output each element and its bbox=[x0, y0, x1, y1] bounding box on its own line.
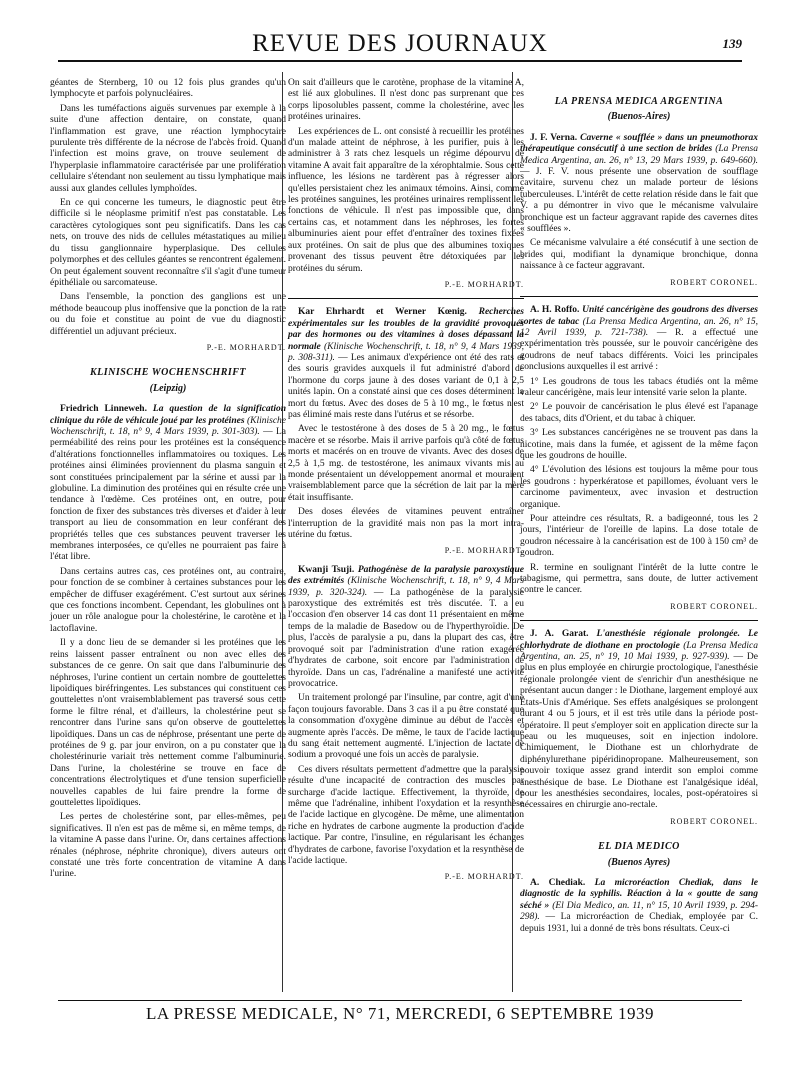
article-author: J. A. Garat. bbox=[530, 629, 589, 640]
journal-heading: LA PRENSA MEDICA ARGENTINA bbox=[554, 96, 724, 107]
article-text: — De plus en plus employée en chirurgie proctologique, l'anesthésie régionale prolongée vient de s'enrichir d'un anesthésique ne présentant aucun danger : le Diothane, largement employé aux États-Unis d'Amérique. Ses effets analgésiques se prolongent durant 4 ou 5 jours, et il est très utile dans la période post-opératoire. Il peut s'employer soit en application directe sur la peau ou les muqueuses, soit en injection indolore. Chimiquement, le Diothane est un chlorhydrate de diphénylurethane pipéridinopropane. Malheureusement, son pouvoir toxique assez grand interdit son emploi comme anesthésique de base. Le Diothane est l'analgésique idéal, pour les anesthésies secondaires, locales, post-opératoires si nécessaires en chirurgie ano-rectale. bbox=[520, 652, 759, 811]
page-footer: LA PRESSE MEDICALE, N° 71, MERCREDI, 6 SEPTEMBRE 1939 bbox=[58, 1000, 742, 1024]
paragraph: Dans certains autres cas, ces protéines ont, au contraire, pour fonction de se combiner à certaines substances pour les empêcher de diffuser exagérément. C'est surtout aux sérines que ces fonctions incombent. Cependant, les globulines ont à jouer un rôle analogue pour la cholestérine, le carotène et la lactoflavine. bbox=[50, 566, 286, 634]
article-title: Unité cancérigène des goudrons des diverses sortes de tabac bbox=[520, 305, 758, 327]
abstract-entry bbox=[520, 133, 758, 236]
journal-city: (Leipzig) bbox=[149, 382, 187, 394]
article-reference: (El Dia Medico, an. 11, n° 15, 10 Avril 1939, p. 294-298). bbox=[520, 900, 758, 923]
page-header bbox=[58, 28, 742, 62]
article-text: — J. F. V. nous présente une observation de soufflage cavitaire, survenu chez un malade porteur de lésions tuberculeuses. L'intérêt de cette relation réside dans le fait que V. a pu démontrer in vivo que le mécanisme valvulaire bronchique est un facteur aggravant rapide des cavernes dites « soufflées ». bbox=[520, 167, 758, 235]
page-number: 139 bbox=[722, 36, 742, 51]
article-reference: (La Prensa Medica Argentina, an. 26, n° 13, 29 Mars 1939, p. 649-660). bbox=[520, 144, 759, 166]
article-title: Pathogénèse de la paralysie paroxystique des extrémités bbox=[288, 564, 524, 587]
paragraph: Il y a donc lieu de se demander si les protéines que les reins laissent passer entraînent ou non avec elles des substances de ce genre. On sait que dans l'albuminurie des néphroses, l'urine contient un certain nombre de gouttelettes lipoïdiques biréfringentes. Les substances qui constituent ces gouttelettes n'ont vraisemblablement pas traversé sous cette forme le filtre rénal, et d'ailleurs, la cholestérine peut se rencontrer dans l'urine sans qu'on observe de gouttelettes lipoïdiques. Dans un cas de néphrose, présentant une perte de protéines de 9 g. par jour environ, on a pu constater que la cholestérinurie variait très nettement comme l'albuminurie. Dans l'urine, la cholestérine se trouve en face de concentrations électrolytiques et d'une tension superficielle nouvelles capables de lui faire prendre la forme de gouttelettes lipoïdiques. bbox=[50, 638, 286, 808]
paragraph: Un traitement prolongé par l'insuline, par contre, agit d'une façon toujours favorable. Dans 3 cas il a pu être constaté que la consommation d'oxygène diminue au début de l'accès et augmente après l'accès. De même, le taux de l'acide lactique du sang était nettement augmenté. L'injection de lactate de sodium a provoqué une fois un accès de paralysie. bbox=[288, 693, 524, 761]
column-1 bbox=[50, 78, 286, 884]
journal-city: (Buenos Ayres) bbox=[607, 856, 671, 868]
paragraph: Dans les tuméfactions aiguës survenues par exemple à la suite d'une affection dentaire, on constate, quand l'inflammation est grave, une réaction lymphocytaire purulente très différente de la nécrose de l'abcès froid. Quand l'infection est moins grave, on trouve seulement de l'hyperplasie inflammatoire caractérisée par une prolifération cellulaire s'étendant non seulement au tissu lymphatique mais aussi aux glandes cellules lymphoïdes. bbox=[50, 103, 286, 194]
abstract-entry bbox=[288, 565, 524, 690]
article-reference: (La Prensa Medica Argentina, an. 25, n° 19, 10 Mai 1939, p. 927-939). bbox=[520, 640, 759, 663]
article-text: — La perméabilité des reins pour les protéines est la conséquence d'altérations fonctionnelles inflammatoires ou toxiques. Les protéines ainsi éliminées proviennent du plasma sanguin et sont constituées principalement par la sérine et aussi par la globuline. La diminution des protéines qui en résulte crée une tendance à l'œdème. Ces protéines ont, en outre, pour fonction de fixer des substances très diverses et d'aider à leur transport au lieu de consommation en leur conférant des propriétés telles que ces substances peuvent traverser les membranes interposées, ce qu'elles ne pourraient pas faire à l'état libre. bbox=[50, 426, 287, 563]
list-item: 1° Les goudrons de tous les tabacs étudiés ont la même valeur cancérigène, mais leur intensité varie selon la plante. bbox=[520, 376, 758, 398]
article-author: J. F. Verna. bbox=[530, 132, 578, 143]
article-text: — La pathogénèse de la paralysie paroxystique des extrémités est très discutée. T. a eu l'occasion d'en observer 14 cas dont 11 présentaient en même temps de la maladie de Basedow ou de l'hyperthyroïdie. De plus, l'accès de paralysie a pu, dans la plupart des cas, être provoqué soit par l'administration d'une ration exagérée d'hydrates de carbone, soit encore par l'administration de thyroïde. Dans un cas, l'adrénaline a manifesté une activité provocatrice. bbox=[288, 587, 525, 689]
separator bbox=[520, 296, 758, 297]
column-2 bbox=[288, 78, 524, 891]
article-reference: (Klinische Wochenschrift, t. 18, n° 9, 4 Mars 1939, p. 320-324). bbox=[288, 576, 525, 598]
paragraph: géantes de Sternberg, 10 ou 12 fois plus grandes qu'un lymphocyte et parfois polynucléaires. bbox=[50, 78, 286, 100]
abstract-entry bbox=[520, 878, 758, 935]
article-reference: (Klinische Wochenschrift, t. 18, n° 9, 4 Mars 1939, p. 301-303). bbox=[50, 415, 287, 437]
paragraph: Des doses élevées de vitamines peuvent entraîner l'interruption de la gravidité mais non pas la mort intra-utérine du fœtus. bbox=[288, 507, 524, 541]
article-author: Friedrich Linneweh. bbox=[60, 404, 147, 415]
signature: P.-E. MORHARDT. bbox=[444, 546, 524, 556]
abstract-entry bbox=[520, 629, 758, 812]
article-reference: (Klinische Wochenschrift, t. 18, n° 9, 4 Mars 1939, p. 308-311). bbox=[288, 341, 524, 363]
paragraph: Les pertes de cholestérine sont, par elles-mêmes, peu significatives. Il n'en est pas de même si, en même temps, de la vitamine A passe dans l'urine. Or, dans certaines affections rénales (néphrose, néphrite chronique), divers auteurs ont constaté une très forte concentration de vitamine A dans l'urine. bbox=[50, 812, 286, 880]
article-title: La microréaction Chediak, dans le diagnostic de la syphilis. Réaction à la « goutte de sang séché » bbox=[520, 877, 759, 911]
signature: P.-E. MORHARDT. bbox=[444, 279, 524, 289]
paragraph: Dans l'ensemble, la ponction des ganglions est une méthode beaucoup plus inoffensive que la ponction de la rate ou du foie et constitue au point de vue du diagnostic différentiel un adjuvant précieux. bbox=[50, 292, 286, 337]
article-text: — R. a effectué une expérimentation très poussée, sur le pouvoir cancérigène des goudrons de neuf tabacs différents. Voici les principales conclusions auxquelles il est arrivé : bbox=[520, 327, 759, 373]
paragraph: Les expériences de L. ont consisté à recueillir les protéines d'un malade atteint de néphrose, à les purifier, puis à les administrer à 3 rats chez lesquels un régime dépourvu de vitamine A avait fait apparaître de la xérophtalmie. Sous cette influence, les lésions ne tardèrent pas à régresser alors qu'elles persistaient chez les animaux témoins. Ainsi, comme les protéines sanguines, les protéines urinaires remplissent les fonctions de véhicule. Il n'est pas impossible que, dans certains cas, et notamment dans les néphroses, les fortes albuminuries aient pour effet d'entraîner des toxines fixées aux protéines. On sait de plus que des albumines toxiques provenant des tissus peuvent être détoxiquées par les protéines du sérum. bbox=[288, 126, 524, 274]
article-title: Recherches expérimentales sur les troubles de la gravidité provoqués par des hormones ou des vitamines à doses dépassant la normale bbox=[288, 307, 524, 352]
abstract-entry bbox=[520, 305, 758, 373]
journal-heading: KLINISCHE WOCHENSCHRIFT bbox=[89, 367, 247, 379]
journal-city: (Buenos-Aires) bbox=[607, 111, 671, 123]
paragraph: Ce mécanisme valvulaire a été consécutif à une section de brides qui, modifiant la dynamique bronchique, donna naissance à ce facteur aggravant. bbox=[520, 238, 758, 272]
article-title: La question de la signification clinique du rôle de véhicule joué par les protéines bbox=[50, 404, 286, 426]
abstract-entry bbox=[288, 307, 524, 421]
signature: ROBERT CORONEL. bbox=[670, 816, 758, 826]
journal-section-title: REVUE DES JOURNAUX bbox=[252, 30, 548, 57]
journal-heading: EL DIA MEDICO bbox=[598, 841, 680, 853]
separator bbox=[520, 620, 758, 621]
paragraph: On sait d'ailleurs que le carotène, prophase de la vitamine A, est lié aux globulines. Il n'est donc pas surprenant que ces corps liposolubles passent, comme la cholestérine, avec les protéines urinaires. bbox=[288, 78, 524, 123]
list-item: 2° Le pouvoir de cancérisation le plus élevé est l'apanage des tabacs, dits d'Orient, et du tabac à chiquer. bbox=[520, 402, 758, 424]
list-item: 3° Les substances cancérigènes ne se trouvent pas dans la nicotine, mais dans la fumée, et agissent de la même façon que les goudrons de houille. bbox=[520, 428, 758, 461]
article-text: — Les animaux d'expérience ont été des rats et des souris gravides auxquels il fut administré d'abord de l'hormone du corps jaune à des doses variant de 0,1 à 2,5 unités lapin. On a constaté ainsi que ces doses déterminent la mort du fœtus. Avec des doses de 5 à 10 mg., le fœtus n'est pas éliminé mais reste dans l'utérus et se résorbe. bbox=[288, 352, 525, 420]
article-author: Kwanji Tsuji. bbox=[298, 564, 355, 575]
article-author: A. H. Roffo. bbox=[530, 305, 580, 316]
column-3 bbox=[520, 78, 758, 938]
signature: ROBERT CORONEL. bbox=[670, 601, 758, 611]
signature: P.-E. MORHARDT. bbox=[206, 342, 286, 352]
paragraph: Avec le testostérone à des doses de 5 à 20 mg., le fœtus macère et se résorbe. Mais il arrive parfois qu'à côté de fœtus morts et macérés on en trouve de vivants. Avec des doses de 2,5 à 1,5 mg. de testostérone, les animaux vivants mis au monde présentaient un développement anormal et mouraient vraisemblablement parce que la sécrétion de lait par la mère était insuffisante. bbox=[288, 424, 524, 503]
article-text: — La microréaction de Chediak, employée par C. depuis 1931, lui a donné de très bons résultats. Ceux-ci bbox=[520, 912, 759, 934]
signature: ROBERT CORONEL. bbox=[670, 277, 758, 287]
paragraph: En ce qui concerne les tumeurs, le diagnostic peut être difficile si le néoplasme primitif n'est pas constatable. Les caractères cytologiques sont peu significatifs. Dans les cas nets, on trouve des nids de cellules métastatiques au milieu du tissu ganglionnaire hyperplasique. Des cellules polymorphes et des cellules géantes se rencontrent également. On peut également souvent reconnaître s'il s'agit d'une tumeur épithéliale ou sarcomateuse. bbox=[50, 198, 286, 288]
article-reference: (La Prensa Medica Argentina, an. 26, n° 15, 12 Avril 1939, p. 721-738). bbox=[520, 316, 759, 338]
article-title: Caverne « soufflée » dans un pneumothorax thérapeutique consécutif à une section de brides bbox=[520, 132, 758, 155]
paragraph: Ces divers résultats permettent d'admettre que la paralysie résulte d'une incapacité de contraction des muscles par surcharge d'acide lactique. Effectivement, la thyroïde, de même que l'adrénaline, inhibent l'oxydation et la resynthèse de l'acide lactique en glycogène. De même, une alimentation riche en hydrates de carbone augmente la production d'acide lactique. Par contre, l'insuline, en régularisant les échanges d'hydrates de carbone, favorise l'oxydation et la resynthèse de l'acide lactique. bbox=[288, 764, 524, 866]
abstract-entry bbox=[50, 404, 286, 564]
article-author: A. Chediak. bbox=[530, 877, 586, 888]
list-item: 4° L'évolution des lésions est toujours la même pour tous les goudrons : hyperkératose et papillomes, évoluant vers le carcinome pavimenteux, avec invasion et destruction organique. bbox=[520, 465, 758, 510]
paragraph: Pour atteindre ces résultats, R. a badigeonné, tous les 2 jours, l'intérieur de l'oreille de lapins. La dose totale de goudron nécessaire à la cancérisation est de 100 à 150 cm³ de goudron. bbox=[520, 514, 758, 559]
paragraph: R. termine en soulignant l'intérêt de la lutte contre le tabagisme, qui permettra, sans doute, de lutter activement contre le cancer. bbox=[520, 562, 758, 596]
article-author: Kar Ehrhardt et Werner Kœnig. bbox=[298, 307, 467, 318]
separator bbox=[288, 298, 524, 299]
article-title: L'anesthésie régionale prolongée. Le chlorhydrate de diothane en proctologie bbox=[520, 629, 759, 651]
signature: P.-E. MORHARDT. bbox=[444, 872, 524, 882]
